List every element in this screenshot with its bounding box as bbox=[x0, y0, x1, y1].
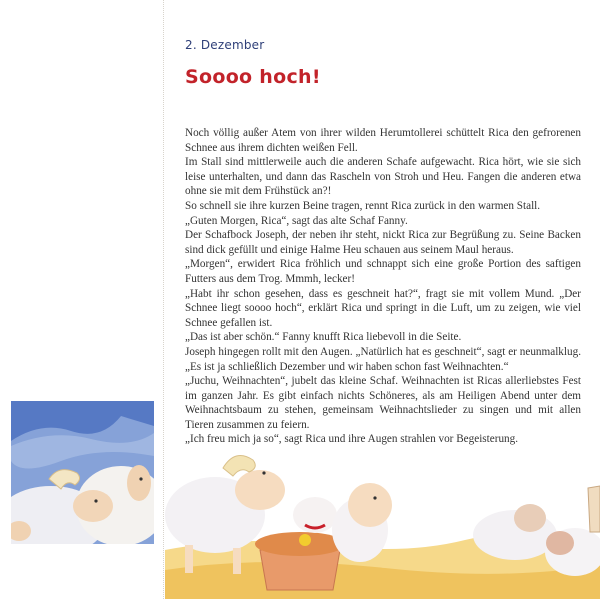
story-body bbox=[185, 126, 581, 447]
paragraph: Im Stall sind mittlerweile auch die anderen Schafe aufgewacht. Rica hört, wie sie sich leise unterhalten, und dann das Rascheln von Stroh und Heu. Fangen die anderen etwa ohne sie mit dem Frühstück an?! bbox=[185, 156, 581, 198]
paragraph: So schnell sie ihre kurzen Beine tragen, rennt Rica zurück in den warmen Stall. bbox=[185, 199, 541, 212]
paragraph: Joseph hingegen rollt mit den Augen. „Natürlich hat es geschneit“, sagt er neunmalklug. „Es ist ja schließlich Dezember und wir haben schon fast Weihnachten.“ bbox=[185, 345, 581, 373]
illustration-icon bbox=[11, 401, 154, 544]
paragraph: „Habt ihr schon gesehen, dass es geschneit hat?“, fragt sie mit vollem Mund. „Der Schnee liegt soooo hoch“, erklärt Rica und springt in die Luft, um zu zeigen, wie viel Schnee gefallen ist. bbox=[185, 287, 581, 329]
paragraph: „Morgen“, erwidert Rica fröhlich und schnappt sich eine große Portion des saftigen Futters aus dem Trog. Mmmh, lecker! bbox=[185, 258, 581, 285]
paragraph: Der Schafbock Joseph, der neben ihr steht, nickt Rica zur Begrüßung zu. Seine Backen sind dick gefüllt und einige Halme Heu schauen aus seinem Maul heraus. bbox=[185, 229, 581, 256]
paragraph: „Juchu, Weihnachten“, jubelt das kleine Schaf. Weihnachten ist Ricas allerliebstes Fest im ganzen Jahr. Es gibt einfach nichts Schöneres, als am Heiligen Abend unter dem Weihnachtsbaum zu stehen, gemeinsam Weihnachtslieder zu singen und mit allen Tieren zusammen zu feiern. bbox=[185, 375, 581, 431]
paragraph: „Guten Morgen, Rica“, sagt das alte Schaf Fanny. bbox=[185, 214, 408, 227]
date-heading: 2. Dezember bbox=[185, 38, 265, 52]
paragraph: „Das ist aber schön.“ Fanny knufft Rica liebevoll in die Seite. bbox=[185, 331, 462, 344]
sheep-in-snow-illustration bbox=[11, 401, 154, 544]
story-title: Soooo hoch! bbox=[185, 66, 321, 88]
paragraph: „Ich freu mich ja so“, sagt Rica und ihre Augen strahlen vor Begeisterung. bbox=[185, 433, 519, 446]
sheep-in-stable-illustration bbox=[165, 440, 600, 599]
paragraph: Noch völlig außer Atem von ihrer wilden Herumtollerei schüttelt Rica den gefrorenen Schnee aus ihrem dichten weißen Fell. bbox=[185, 127, 581, 154]
illustration-icon bbox=[165, 440, 600, 599]
